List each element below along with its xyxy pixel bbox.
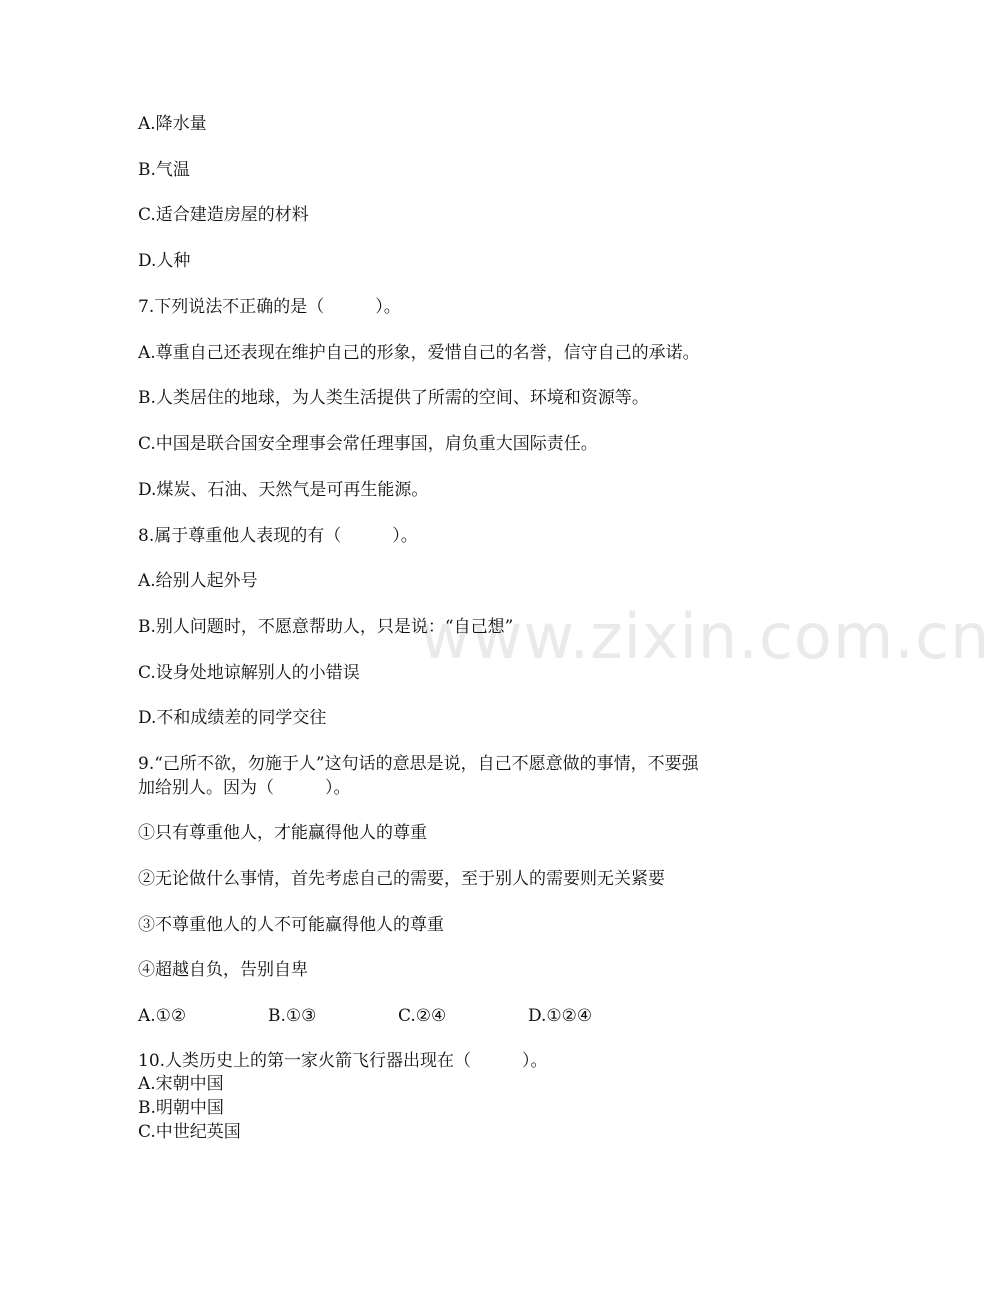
q7-option-a: A.尊重自己还表现在维护自己的形象，爱惜自己的名誉，信守自己的承诺。: [138, 343, 700, 363]
q9-option-d: D.①②④: [528, 1006, 593, 1026]
q9-statement-3: ③不尊重他人的人不可能赢得他人的尊重: [138, 915, 444, 935]
q6-option-b: B.气温: [138, 160, 190, 180]
q7-stem: 7.下列说法不正确的是（ ）。: [138, 297, 401, 317]
q9-option-c: C.②④: [398, 1006, 447, 1026]
q7-option-c: C.中国是联合国安全理事会常任理事国，肩负重大国际责任。: [138, 434, 598, 454]
q9-statement-1: ①只有尊重他人，才能赢得他人的尊重: [138, 823, 427, 843]
q9-statement-2: ②无论做什么事情，首先考虑自己的需要，至于别人的需要则无关紧要: [138, 869, 665, 889]
q8-option-d: D.不和成绩差的同学交往: [138, 708, 327, 728]
q9-option-b: B.①③: [268, 1006, 317, 1026]
q8-option-c: C.设身处地谅解别人的小错误: [138, 663, 360, 683]
q9-option-a: A.①②: [138, 1006, 187, 1026]
q6-option-c: C.适合建造房屋的材料: [138, 205, 309, 225]
q6-option-a: A.降水量: [138, 114, 207, 134]
q9-stem-line1: 9.“己所不欲，勿施于人”这句话的意思是说，自己不愿意做的事情，不要强: [138, 754, 699, 774]
q8-option-b: B.别人问题时，不愿意帮助人，只是说：“自己想”: [138, 617, 514, 637]
watermark: www.zixin.com.cn: [420, 600, 990, 673]
q6-option-d: D.人种: [138, 251, 191, 271]
q8-option-a: A.给别人起外号: [138, 571, 258, 591]
q10-stem: 10.人类历史上的第一家火箭飞行器出现在（ ）。: [138, 1051, 548, 1071]
q9-statement-4: ④超越自负，告别自卑: [138, 960, 308, 980]
q10-option-c: C.中世纪英国: [138, 1122, 241, 1142]
q7-option-d: D.煤炭、石油、天然气是可再生能源。: [138, 480, 429, 500]
q10-option-a: A.宋朝中国: [138, 1074, 224, 1094]
q10-option-b: B.明朝中国: [138, 1098, 224, 1118]
q7-option-b: B.人类居住的地球，为人类生活提供了所需的空间、环境和资源等。: [138, 388, 649, 408]
q9-stem-line2: 加给别人。因为（ ）。: [138, 778, 351, 798]
q8-stem: 8.属于尊重他人表现的有（ ）。: [138, 526, 418, 546]
